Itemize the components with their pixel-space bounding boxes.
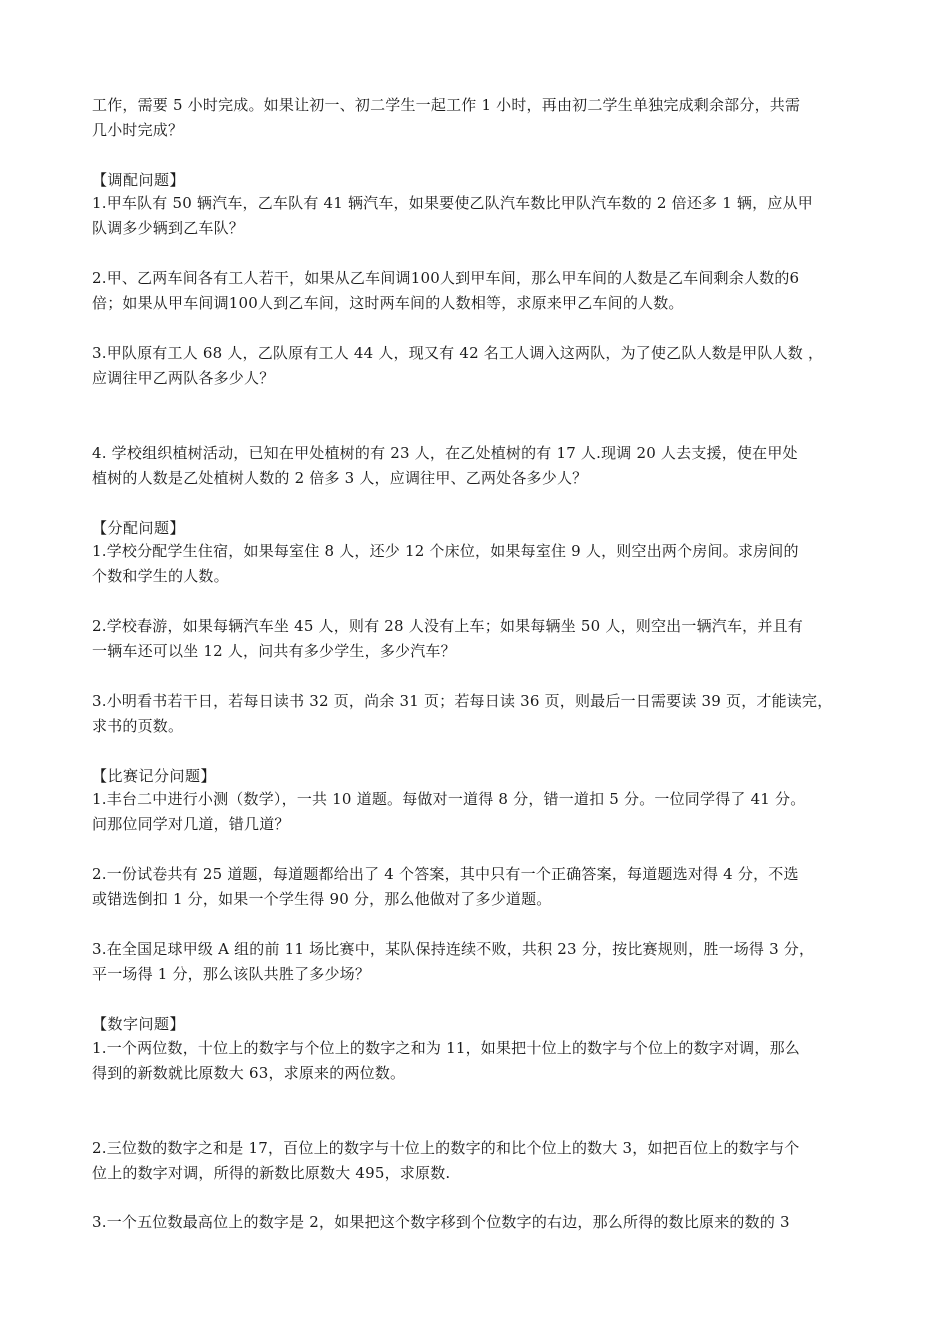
intro-line: 几小时完成？	[92, 121, 184, 139]
problem-line: 2.甲、乙两车间各有工人若干，如果从乙车间调100人到甲车间，那么甲车间的人数是乙车间剩余人数的6	[92, 269, 800, 287]
section-heading-scoring: 【比赛记分问题】	[92, 767, 217, 785]
problem-line: 1.丰台二中进行小测（数学），一共 10 道题。每做对一道得 8 分，错一道扣 5 分。一位同学得了 41 分。	[92, 790, 806, 808]
problem-line: 3.一个五位数最高位上的数字是 2，如果把这个数字移到个位数字的右边，那么所得的数比原来的数的 3	[92, 1213, 790, 1231]
problem-line: 倍；如果从甲车间调100人到乙车间，这时两车间的人数相等，求原来甲乙车间的人数。	[92, 294, 684, 312]
problem-line: 2.三位数的数字之和是 17，百位上的数字与十位上的数字的和比个位上的数大 3，如把百位上的数字与个	[92, 1139, 800, 1157]
problem-line: 一辆车还可以坐 12 人，问共有多少学生，多少汽车？	[92, 642, 456, 660]
problem-line: 位上的数字对调，所得的新数比原数大 495，求原数.	[92, 1164, 451, 1182]
problem-line: 3.在全国足球甲级 A 组的前 11 场比赛中，某队保持连续不败，共积 23 分，按比赛规则，胜一场得 3 分，	[92, 940, 815, 958]
problem-line: 个数和学生的人数。	[92, 567, 229, 585]
problem-line: 2.学校春游，如果每辆汽车坐 45 人，则有 28 人没有上车；如果每辆坐 50 人，则空出一辆汽车，并且有	[92, 617, 803, 635]
problem-line: 或错选倒扣 1 分，如果一个学生得 90 分，那么他做对了多少道题。	[92, 890, 552, 908]
problem-line: 1.一个两位数，十位上的数字与个位上的数字之和为 11，如果把十位上的数字与个位上的数字对调，那么	[92, 1039, 800, 1057]
problem-line: 4. 学校组织植树活动，已知在甲处植树的有 23 人，在乙处植树的有 17 人.现调 20 人去支援，使在甲处	[92, 444, 798, 462]
problem-line: 3.小明看书若干日，若每日读书 32 页，尚余 31 页；若每日读 36 页，则最后一日需要读 39 页，才能读完，	[92, 692, 833, 710]
problem-line: 2.一份试卷共有 25 道题，每道题都给出了 4 个答案，其中只有一个正确答案，每道题选对得 4 分，不选	[92, 865, 799, 883]
problem-line: 队调多少辆到乙车队？	[92, 219, 245, 237]
problem-line: 植树的人数是乙处植树人数的 2 倍多 3 人，应调往甲、乙两处各多少人？	[92, 469, 588, 487]
problem-line: 平一场得 1 分，那么该队共胜了多少场？	[92, 965, 371, 983]
problem-line: 应调往甲乙两队各多少人？	[92, 369, 275, 387]
problem-line: 问那位同学对几道，错几道？	[92, 815, 290, 833]
intro-line: 工作，需要 5 小时完成。如果让初一、初二学生一起工作 1 小时，再由初二学生单独完成剩余部分，共需	[92, 96, 801, 114]
problem-line: 1.甲车队有 50 辆汽车，乙车队有 41 辆汽车，如果要使乙队汽车数比甲队汽车数的 2 倍还多 1 辆，应从甲	[92, 194, 813, 212]
problem-line: 求书的页数。	[92, 717, 184, 735]
problem-line: 1.学校分配学生住宿，如果每室住 8 人，还少 12 个床位，如果每室住 9 人，则空出两个房间。求房间的	[92, 542, 799, 560]
section-heading-allocation: 【调配问题】	[92, 171, 186, 189]
problem-line: 得到的新数就比原数大 63，求原来的两位数。	[92, 1064, 406, 1082]
problem-line: 3.甲队原有工人 68 人，乙队原有工人 44 人，现又有 42 名工人调入这两队，为了使乙队人数是甲队人数 ，	[92, 344, 824, 362]
section-heading-numbers: 【数字问题】	[92, 1015, 186, 1033]
section-heading-distribution: 【分配问题】	[92, 519, 186, 537]
